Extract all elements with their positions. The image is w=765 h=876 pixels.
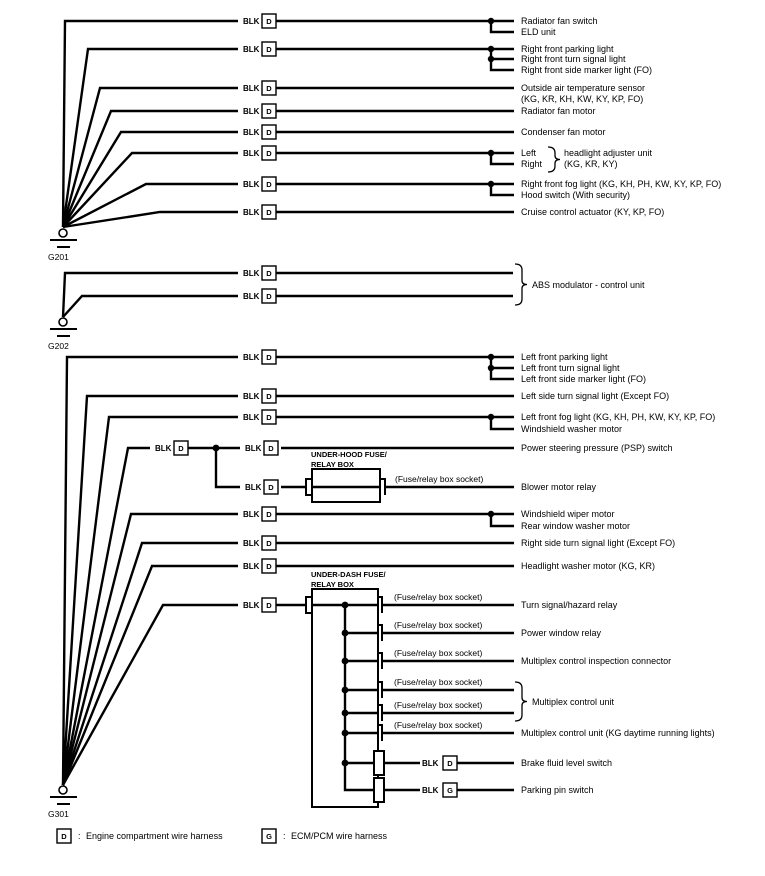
target-label: Radiator fan motor (521, 106, 596, 116)
target-label: ABS modulator - control unit (532, 280, 645, 290)
g202-section (48, 264, 645, 351)
wire (491, 153, 514, 164)
brace-icon (548, 147, 560, 172)
target-label: Cruise control actuator (KY, KP, FO) (521, 207, 665, 217)
wire-color-label: BLK (243, 208, 260, 217)
wire-color-label: BLK (243, 84, 260, 93)
ground-symbol-g202 (48, 318, 77, 351)
wire-color-label: BLK (243, 601, 260, 610)
target-label: Right front fog light (KG, KH, PH, KW, KY, KP, FO) (521, 179, 722, 189)
target-label: (KG, KR, KH, KW, KY, KP, FO) (521, 94, 644, 104)
wire-color-label: BLK (243, 269, 260, 278)
wire-code (243, 14, 276, 28)
wire-code (155, 441, 188, 455)
target-label: Right (521, 159, 543, 169)
legend-label: ECM/PCM wire harness (291, 831, 388, 841)
wire-color-label: BLK (243, 353, 260, 362)
wire (491, 184, 514, 195)
wire-code (243, 536, 276, 550)
under-hood-fuse-relay-box (311, 450, 484, 502)
wire (63, 296, 238, 317)
target-label: Multiplex control unit (532, 697, 615, 707)
target-label: Headlight washer motor (KG, KR) (521, 561, 656, 571)
box-title: UNDER-DASH FUSE/ (311, 570, 386, 579)
wire-code (243, 507, 276, 521)
ground-symbol-g301 (48, 786, 77, 819)
wire (63, 184, 238, 227)
wire-color-label: BLK (243, 510, 260, 519)
target-label: Power window relay (521, 628, 602, 638)
wire-color-label: BLK (243, 149, 260, 158)
under-dash-fuse-relay-box (311, 570, 514, 807)
wire-code (243, 598, 276, 612)
socket-label: (Fuse/relay box socket) (394, 677, 483, 687)
target-label: Left front side marker light (FO) (521, 374, 647, 384)
wire (63, 605, 238, 785)
harness-code-letter: G (266, 832, 272, 841)
ground-id: G201 (48, 252, 69, 262)
connector-bracket-icon (306, 597, 311, 613)
harness-code-letter: D (266, 128, 272, 137)
target-label: Right side turn signal light (Except FO) (521, 538, 676, 548)
target-label: Left (521, 148, 537, 158)
target-label: Turn signal/hazard relay (521, 600, 618, 610)
wire-code (243, 289, 276, 303)
harness-code-letter: D (61, 832, 67, 841)
parking-pin-exit (374, 778, 514, 802)
socket-label: (Fuse/relay box socket) (394, 720, 483, 730)
socket-label: (Fuse/relay box socket) (394, 620, 483, 630)
harness-code-letter: D (268, 483, 274, 492)
target-label: headlight adjuster unit (564, 148, 653, 158)
connector-box (374, 778, 384, 802)
wire (491, 514, 514, 526)
target-label: Left front parking light (521, 352, 608, 362)
ground-circle (59, 318, 67, 326)
socket-label: (Fuse/relay box socket) (395, 474, 484, 484)
target-label: Outside air temperature sensor (521, 83, 646, 93)
target-label: Blower motor relay (521, 482, 597, 492)
wire-code (245, 441, 278, 455)
connector-bracket-icon (306, 479, 311, 495)
ground-id: G301 (48, 809, 69, 819)
target-label: Brake fluid level switch (521, 758, 613, 768)
socket-exit (345, 700, 514, 721)
wire-code (243, 42, 276, 56)
wire-color-label: BLK (155, 444, 172, 453)
connector-box (374, 751, 384, 775)
target-label: ELD unit (521, 27, 556, 37)
wire-code (243, 146, 276, 160)
wire-code (243, 177, 276, 191)
harness-code-letter: D (266, 45, 272, 54)
legend-separator: : (78, 831, 81, 841)
target-label: Rear window washer motor (521, 521, 631, 531)
harness-code-letter: D (266, 562, 272, 571)
socket-exit (345, 677, 514, 698)
wire (63, 88, 238, 227)
target-label: Left side turn signal light (Except FO) (521, 391, 670, 401)
brace-icon (515, 682, 527, 721)
wire-color-label: BLK (422, 786, 439, 795)
harness-code-letter: D (266, 208, 272, 217)
target-label: Right front turn signal light (521, 54, 626, 64)
wire (63, 417, 238, 785)
wire-color-label: BLK (243, 17, 260, 26)
target-label: Multiplex control inspection connector (521, 656, 672, 666)
wire-color-label: BLK (243, 180, 260, 189)
wire-color-label: BLK (243, 128, 260, 137)
harness-code-letter: D (266, 353, 272, 362)
wire-code (243, 104, 276, 118)
target-label: Parking pin switch (521, 785, 594, 795)
harness-code-letter: D (266, 269, 272, 278)
wire-color-label: BLK (243, 45, 260, 54)
socket-label: (Fuse/relay box socket) (394, 592, 483, 602)
fuse-box-outline (312, 469, 380, 502)
wire (216, 448, 240, 487)
target-label: Right front parking light (521, 44, 614, 54)
socket-label: (Fuse/relay box socket) (394, 648, 483, 658)
wire (491, 417, 514, 429)
g201-labels (521, 16, 721, 217)
brake-fluid-exit (345, 751, 514, 775)
legend-label: Engine compartment wire harness (86, 831, 223, 841)
wire-code (243, 81, 276, 95)
wire (491, 21, 514, 32)
target-label: Left front turn signal light (521, 363, 620, 373)
harness-code-letter: D (266, 149, 272, 158)
harness-code-letter: D (266, 601, 272, 610)
ground-id: G202 (48, 341, 69, 351)
harness-code-letter: D (266, 292, 272, 301)
ground-circle (59, 229, 67, 237)
socket-exit (345, 720, 514, 741)
harness-code-letter: D (266, 392, 272, 401)
socket-exit (345, 648, 514, 669)
wire-color-label: BLK (243, 539, 260, 548)
target-label: Power steering pressure (PSP) switch (521, 443, 673, 453)
blk-d-connectors-g201 (243, 14, 276, 219)
target-label: Multiplex control unit (KG daytime running lights) (521, 728, 715, 738)
ground-circle (59, 786, 67, 794)
harness-code-letter: D (178, 444, 184, 453)
harness-code-letter: D (268, 444, 274, 453)
wire-code (243, 410, 276, 424)
wire-color-label: BLK (243, 392, 260, 401)
harness-code-letter: D (266, 107, 272, 116)
harness-code-letter: D (266, 180, 272, 189)
g201-branches (276, 18, 514, 212)
target-label: Right front side marker light (FO) (521, 65, 653, 75)
ground-symbol-g201 (48, 229, 77, 262)
box-title: UNDER-HOOD FUSE/ (311, 450, 387, 459)
target-label: (KG, KR, KY) (564, 159, 618, 169)
wire-code (243, 205, 276, 219)
wire-code (245, 480, 278, 494)
box-title: RELAY BOX (311, 580, 354, 589)
legend-separator: : (283, 831, 286, 841)
target-label: Hood switch (With security) (521, 190, 631, 200)
target-label: Windshield washer motor (521, 424, 623, 434)
wire-code (243, 389, 276, 403)
harness-code-letter: D (266, 17, 272, 26)
target-label: Windshield wiper motor (521, 509, 615, 519)
harness-code-letter: D (266, 84, 272, 93)
harness-code-letter: D (266, 510, 272, 519)
wire-code (243, 350, 276, 364)
g201-section (48, 14, 721, 262)
target-label: Radiator fan switch (521, 16, 598, 26)
harness-code-letter: G (447, 786, 453, 795)
harness-code-letter: D (447, 759, 453, 768)
wire-color-label: BLK (245, 483, 262, 492)
harness-code-letter: D (266, 539, 272, 548)
target-label: Condenser fan motor (521, 127, 606, 137)
wire-color-label: BLK (243, 292, 260, 301)
harness-code-letter: D (266, 413, 272, 422)
wire-color-label: BLK (243, 413, 260, 422)
socket-exit (345, 592, 514, 613)
wire-code (243, 559, 276, 573)
g301-ground-fan (63, 357, 238, 785)
wire (63, 396, 238, 785)
wire-code (243, 125, 276, 139)
legend (57, 829, 388, 843)
g201-ground-fan (63, 21, 238, 227)
wire-color-label: BLK (243, 562, 260, 571)
socket-label: (Fuse/relay box socket) (394, 700, 483, 710)
g301-labels (515, 352, 715, 795)
g301-section (48, 350, 715, 819)
socket-exit (345, 620, 514, 641)
wire-color-label: BLK (243, 107, 260, 116)
wire-color-label: BLK (422, 759, 439, 768)
target-label: Left front fog light (KG, KH, PH, KW, KY, KP, FO) (521, 412, 716, 422)
wire-color-label: BLK (245, 444, 262, 453)
wire-code (243, 266, 276, 280)
brace-icon (515, 264, 527, 305)
box-title: RELAY BOX (311, 460, 354, 469)
